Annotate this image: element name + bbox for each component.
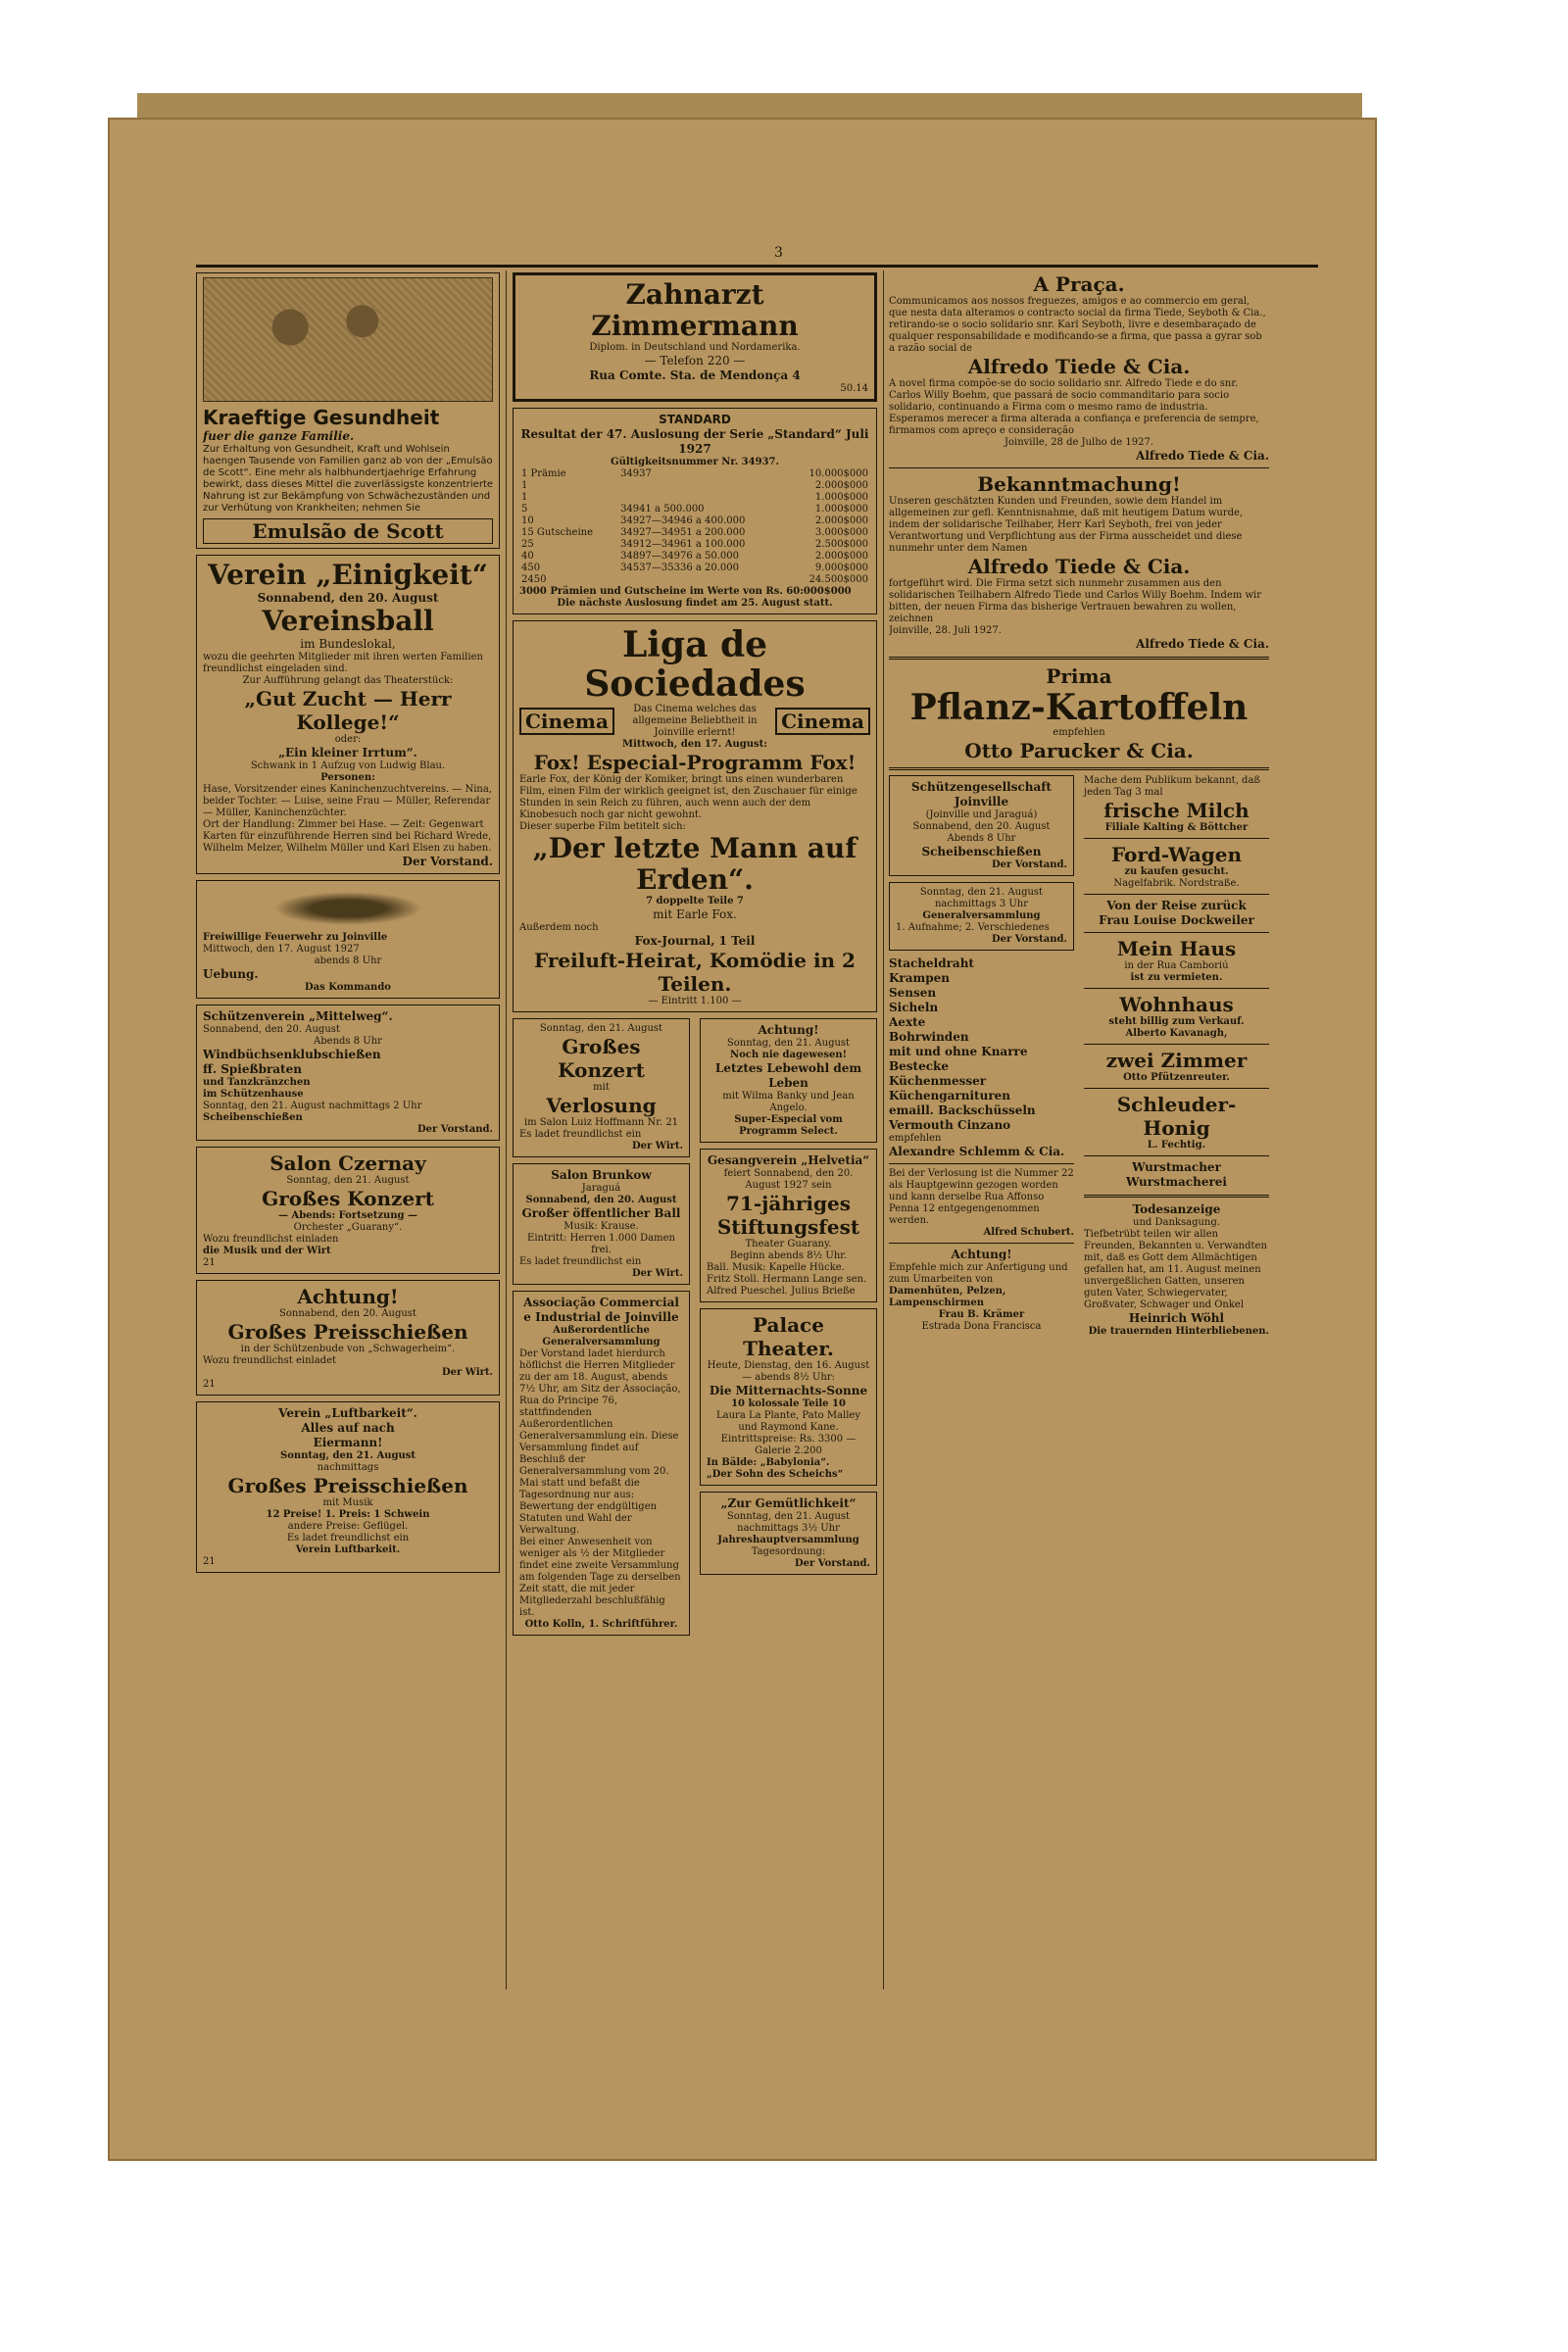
family-illustration	[203, 277, 493, 402]
page-number: 3	[774, 245, 783, 261]
konzert-date: Sonntag, den 21. August	[539, 1023, 663, 1034]
hardware-item: Bohrwinden	[889, 1030, 969, 1044]
konzert-mit: mit	[593, 1082, 610, 1093]
zahnarzt-sub: Diplom. in Deutschland und Nordamerika.	[589, 342, 801, 353]
sg-sub: (Joinville und Jaraguá)	[925, 809, 1038, 820]
lottery-cell: 34927—34951 a 200.000	[620, 527, 746, 538]
kart-title: Pflanz-Kartoffeln	[909, 687, 1249, 728]
brunkow-event: Großer öffentlicher Ball	[521, 1206, 681, 1220]
liga-tag-left: Cinema	[519, 708, 614, 735]
ad-achtung-sunday	[700, 1018, 877, 1143]
lottery-cell: 34537—35336 a 20.000	[620, 563, 739, 573]
kart-pre: Prima	[1046, 664, 1112, 688]
palace-title: Palace Theater.	[743, 1313, 834, 1360]
lottery-cell: 1.000$000	[814, 504, 868, 514]
assoc-title: Associação Commercial e Industrial de Joinville	[523, 1296, 679, 1324]
verein-oder: oder:	[334, 734, 362, 745]
gem-time: nachmittags 3½ Uhr	[737, 1523, 840, 1534]
lottery-cell: 24.500$000	[808, 574, 868, 585]
gem-title: „Zur Gemütlichkeit“	[720, 1496, 857, 1510]
achtung-invite: Wozu freundlichst einladet	[203, 1355, 337, 1366]
column-1	[196, 272, 500, 1989]
lottery-row	[519, 551, 870, 563]
schuetzen-time: Abends 8 Uhr	[314, 1036, 382, 1047]
milch-body: Mache dem Publikum bekannt, daß jeden Tag 3 mal	[1084, 775, 1261, 798]
verein-karten: Karten für einzuführende Herren sind bei Richard Wrede, Wilhelm Melzer, Wilhelm Müller und Karl Elsen zu haben.	[203, 831, 492, 854]
column-3	[889, 272, 1269, 1989]
konzert-invite: Es ladet freundlichst ein	[519, 1129, 642, 1140]
verein-place: im Bundeslokal,	[300, 637, 396, 651]
schuetzen-event: Windbüchsenklubschießen	[203, 1048, 381, 1061]
zimmer-name: Otto Pfützenreuter.	[1123, 1072, 1230, 1083]
gv-date: Sonntag, den 21. August	[919, 887, 1044, 898]
ad-gemuetlichkeit	[700, 1492, 877, 1575]
bekannt-firm: Alfredo Tiede & Cia.	[967, 555, 1191, 578]
gem-event: Jahreshauptversammlung	[717, 1535, 859, 1545]
luft-prizes2: andere Preise: Geflügel.	[287, 1521, 409, 1532]
ad-scott	[196, 272, 500, 549]
sg-sign: Der Vorstand.	[991, 859, 1067, 870]
ad-schuetzengesellschaft	[889, 775, 1074, 876]
scott-body: Zur Erhaltung von Gesundheit, Kraft und Wohlsein haengen Tausende von Familien ganz ab von der „Emulsão de Scott“. Eine mehr als halbhundertjaehrige Erfahrung bewirkt, dass dieses Mittel die zuverlässigste konzentrierte Nahrung ist zur Bekämpfung von Schwächezuständen und zur Verhütung von Krankheiten; nehmen Sie	[203, 444, 494, 514]
czernay-num: 21	[203, 1257, 216, 1268]
zahnarzt-title: Zahnarzt Zimmermann	[591, 278, 799, 342]
ad-liga	[513, 620, 877, 1012]
kart-sign: Otto Parucker & Cia.	[964, 739, 1194, 762]
ad-preisschiessen	[196, 1280, 500, 1396]
scott-subheading: fuer die ganze Familie.	[203, 429, 355, 443]
praca-sign: Alfredo Tiede & Cia.	[1136, 449, 1269, 463]
achtung3-addr: Estrada Dona Francisca	[921, 1321, 1042, 1332]
verein-sign: Der Vorstand.	[402, 855, 493, 868]
zahnarzt-addr: Rua Comte. Sta. de Mendonça 4	[589, 368, 801, 382]
notice-praca	[889, 272, 1269, 464]
palace-film: Die Mitternachts-Sonne	[709, 1384, 868, 1397]
assoc-note: Bei einer Anwesenheit von weniger als ½ der Mitglieder findet eine zweite Versammlung am folgenden Tage zu derselben Zeit statt, die mit jeder Mitgliederzahl beschlußfähig ist.	[519, 1537, 681, 1618]
hardware-item: Vermouth Cinzano	[889, 1118, 1011, 1132]
bekannt-body: Unseren geschätzten Kunden und Freunden, sowie dem Handel im allgemeinen zur gefl. Kenntnisnahme, daß mit heutigem Datum wurde, indem der solidarische Teilhaber, Herr Karl Seyboth, frei von jeder Verantwortung und Verpflichtung aus der Firma ausscheidet und diese nunmehr unter dem Namen	[889, 496, 1244, 554]
hardware-item: mit und ohne Knarre	[889, 1045, 1028, 1058]
ad-brunkow	[513, 1163, 690, 1285]
brunkow-sub: Jaraguá	[581, 1183, 621, 1194]
bekannt-sign: Alfredo Tiede & Cia.	[1136, 637, 1269, 651]
lottery-row	[519, 515, 870, 527]
gem-date: Sonntag, den 21. August	[726, 1511, 851, 1522]
ad-lottery	[513, 408, 877, 614]
hardware-item: Bestecke	[889, 1059, 949, 1073]
luft-num: 21	[203, 1556, 216, 1567]
feuerwehr-time: abends 8 Uhr	[314, 956, 382, 966]
lottery-cell: 34897—34976 a 50.000	[620, 551, 739, 562]
lottery-cell: 10.000$000	[808, 468, 868, 479]
palace-soon2: „Der Sohn des Scheichs“	[707, 1469, 844, 1480]
ford-title: Ford-Wagen	[1110, 843, 1243, 866]
palace-parts: 10 kolossale Teile 10	[731, 1398, 846, 1409]
brunkow-sign: Der Wirt.	[631, 1268, 683, 1279]
praca-firm: Alfredo Tiede & Cia.	[967, 355, 1191, 378]
hardware-item: Stacheldraht	[889, 956, 974, 970]
achtung-place: in der Schützenbude von „Schwagerheim“.	[240, 1344, 456, 1354]
ford-addr: Nagelfabrik. Nordstraße.	[1113, 878, 1240, 889]
liga-title: Liga de Sociedades	[584, 624, 806, 705]
praca-body2: A novel firma compõe-se do socio solidario snr. Alfredo Tiede e do snr. Carlos Willy Boehm, que passará de socio commanditario para socio solidario, continuando a Firma com o mesmo ramo de industria.	[889, 378, 1239, 413]
zimmer-title: zwei Zimmer	[1105, 1049, 1248, 1072]
verein-invite: wozu die geehrten Mitglieder mit ihren werten Familien freundlichst eingeladen sind.	[203, 652, 483, 674]
brunkow-music: Musik: Krause.	[564, 1221, 639, 1232]
lottery-next: Die nächste Auslosung findet am 25. August statt.	[557, 598, 833, 609]
luft-invite: Es ladet freundlichst ein	[286, 1533, 410, 1544]
column-rule	[883, 270, 884, 1989]
verlosung-text: Bei der Verlosung ist die Nummer 22 als Hauptgewinn gezogen worden und kann derselbe Rua Affonso Penna 12 entgegengenommen werden.	[889, 1168, 1074, 1226]
ad-stacheldraht	[889, 956, 1074, 1133]
praca-body3: Esperamos merecer a firma alterada a confiança e preferencia de sempre, firmamos com apreço e consideração	[889, 414, 1259, 436]
verein-play2: „Ein kleiner Irrtum“.	[278, 746, 417, 760]
todes-name: Heinrich Wöhl	[1128, 1311, 1225, 1325]
luft-time: nachmittags	[317, 1462, 379, 1473]
ad-palace	[700, 1308, 877, 1486]
ford-sub: zu kaufen gesucht.	[1124, 866, 1229, 877]
palace-date: Heute, Dienstag, den 16. August — abends 8½ Uhr:	[707, 1360, 870, 1383]
lottery-cell: 34927—34946 a 400.000	[620, 515, 746, 526]
schuetzen-sunday: Sonntag, den 21. August nachmittags 2 Uhr	[203, 1101, 422, 1111]
liga-mit: mit Earle Fox.	[653, 907, 737, 921]
wohnhaus-sub: steht billig zum Verkauf.	[1108, 1016, 1245, 1027]
liga-date: Mittwoch, den 17. August:	[622, 739, 767, 750]
wohnhaus-title: Wohnhaus	[1119, 993, 1234, 1016]
verein-cast: Hase, Vorsitzender eines Kaninchenzuchtvereins. — Nina, beider Tochter. — Luise, seine Frau — Müller, Referendar — Müller, Kaninchenzüchter.	[203, 784, 493, 818]
helvetia-title: Gesangverein „Helvetia“	[707, 1153, 870, 1167]
bekannt-body2: fortgeführt wird. Die Firma setzt sich nunmehr zusammen aus den solidarischen Teilhabern Alfredo Tiede und Carlos Willy Boehm. Indem wir bitten, der neuen Firma das bisherige Vertrauen bewahren zu wollen, zeichnen	[889, 578, 1262, 624]
konzert-place: im Salon Luiz Hoffmann Nr. 21	[523, 1117, 679, 1128]
bekannt-place: Joinville, 28. Juli 1927.	[889, 625, 1002, 636]
lottery-total: 3000 Prämien und Gutscheine im Werte von Rs. 60:000$000	[519, 586, 852, 597]
praca-body: Communicamos aos nossos freguezes, amigos e ao commercio em geral, que nesta data alteramos o contracto social da firma Tiede, Seyboth & Cia., retirando-se o socio solidario snr. Karl Seyboth, livre e desembaraçado de qualquer responsabilidade e modificando-se a firma, que passa a gyrar sob a razão social de	[889, 296, 1266, 354]
achtung-date: Sonnabend, den 20. August	[279, 1308, 416, 1319]
lottery-brand: STANDARD	[659, 413, 731, 426]
reise-name: Frau Louise Dockweiler	[1099, 913, 1254, 927]
helvetia-ball: Ball. Musik: Kapelle Hücke.	[707, 1262, 845, 1273]
lottery-row	[519, 492, 870, 504]
liga-body: Earle Fox, der König der Komiker, bringt uns einen wunderbaren Film, einen Film der wirklich geeignet ist, den Zuschauer für einige Stunden in sein Reich zu führen, auch wenn auch der dem Kinobesuch noch gar nicht gewohnt.	[519, 774, 858, 820]
lottery-cell: 1	[521, 480, 528, 491]
lottery-cell: 1 Prämie	[521, 468, 566, 479]
column-2	[513, 272, 877, 1989]
ad-associacao	[513, 1291, 690, 1636]
hardware-item: Sicheln	[889, 1001, 939, 1014]
milch-place: Filiale Kalting & Böttcher	[1104, 822, 1249, 833]
verein-personen: Personen:	[320, 772, 375, 783]
liga-headline: Fox! Especial-Programm Fox!	[533, 751, 857, 774]
verein-perf: Zur Aufführung gelangt das Theaterstück:	[242, 675, 454, 686]
czernay-band: Orchester „Guarany“.	[293, 1222, 403, 1233]
haus-body2: ist zu vermieten.	[1130, 972, 1223, 983]
lottery-cell: 9.000$000	[814, 563, 868, 573]
hardware-item: Sensen	[889, 986, 937, 1000]
assoc-body: Der Vorstand ladet hierdurch höflichst die Herren Mitglieder zu der am 18. August, abends 7½ Uhr, am Sitz der Associação, Rua do Principe 76, stattfindenden Außerordentlichen Generalversammlung ein. Diese Versammlung findet auf Beschluß der Generalversammlung vom 20. Mai statt und befaßt die Tagesordnung nur aus: Bewertung der endgültigen Statuten und Wahl der Verwaltung.	[519, 1348, 681, 1536]
luft-prizes: 12 Preise! 1. Preis: 1 Schwein	[266, 1509, 430, 1520]
lottery-cell	[618, 574, 787, 586]
gem-agenda: Tagesordnung:	[751, 1546, 826, 1557]
lottery-cell: 15 Gutscheine	[521, 527, 593, 538]
liga-comedy: Freiluft-Heirat, Komödie in 2 Teilen.	[534, 949, 856, 996]
verein-title: Verein „Einigkeit“	[208, 559, 488, 591]
schuetzen-sign: Der Vorstand.	[416, 1124, 493, 1135]
gem-sign: Der Vorstand.	[794, 1558, 870, 1569]
todes-title: Todesanzeige	[1132, 1202, 1221, 1216]
stachel-sign: Alexandre Schlemm & Cia.	[889, 1145, 1065, 1158]
achtung3-sign: Frau B. Krämer	[938, 1309, 1025, 1320]
feuerwehr-emblem	[261, 889, 435, 928]
kart-sub: empfehlen	[1053, 727, 1105, 738]
assoc-sign: Otto Kolln, 1. Schriftführer.	[524, 1619, 678, 1630]
newspaper-page	[172, 245, 1343, 1989]
luft-title: Verein „Luftbarkeit“.	[278, 1406, 417, 1420]
sg-time: Abends 8 Uhr	[947, 833, 1016, 844]
lebewohl-title: Letztes Lebewohl dem Leben	[714, 1061, 862, 1090]
wohnhaus-name: Alberto Kavanagh,	[1125, 1028, 1228, 1039]
luft-sign: Verein Luftbarkeit.	[295, 1544, 401, 1555]
top-rule	[196, 265, 1318, 268]
brunkow-invite: Es ladet freundlichst ein	[519, 1256, 642, 1267]
verein-play1: „Gut Zucht — Herr Kollege!“	[244, 687, 452, 734]
lottery-cell: 2450	[521, 574, 547, 585]
lottery-cell: 1	[521, 492, 528, 503]
helvetia-time: Beginn abends 8½ Uhr.	[729, 1250, 848, 1261]
ad-helvetia	[700, 1149, 877, 1302]
gv-sign: Der Vorstand.	[991, 934, 1067, 945]
lottery-cell: 34937	[620, 468, 652, 479]
hardware-item: Küchengarnituren	[889, 1089, 1011, 1102]
brunkow-entry: Eintritt: Herren 1.000 Damen frei.	[527, 1233, 675, 1255]
palace-stars: Laura La Plante, Pato Malley und Raymond Kane.	[716, 1410, 860, 1433]
achtung-event: Großes Preisschießen	[227, 1320, 468, 1344]
luft-extra: mit Musik	[322, 1497, 373, 1508]
lottery-title: Resultat der 47. Auslosung der Serie „Standard“ Juli 1927	[520, 427, 869, 456]
zahnarzt-code: 50.14	[840, 383, 868, 394]
czernay-date: Sonntag, den 21. August	[286, 1175, 410, 1186]
liga-tag-right: Cinema	[775, 708, 870, 735]
ad-konzert-verlosung	[513, 1018, 690, 1157]
lottery-row	[519, 480, 870, 492]
lottery-cell: 34941 a 500.000	[620, 504, 705, 514]
wurst-title: Wurstmacher	[1132, 1160, 1221, 1174]
feuerwehr-date: Mittwoch, den 17. August 1927	[203, 944, 360, 955]
helvetia-event: 71-jähriges Stiftungsfest	[716, 1192, 860, 1239]
honig-title: Schleuder-Honig	[1116, 1093, 1237, 1140]
liga-middle: Das Cinema welches das allgemeine Beliebtheit in Joinville erlernt!	[632, 704, 758, 738]
lottery-cell: 3.000$000	[814, 527, 868, 538]
luft-date: Sonntag, den 21. August	[279, 1450, 416, 1461]
achtung3-title: Achtung!	[951, 1248, 1012, 1261]
sg-title: Schützengesellschaft Joinville	[911, 780, 1052, 808]
feuerwehr-sign: Das Kommando	[305, 982, 391, 993]
scott-brand: Emulsão de Scott	[203, 518, 493, 544]
helvetia-place: Theater Guarany.	[745, 1239, 832, 1250]
lottery-cell: 5	[521, 504, 528, 514]
lottery-cell: 2.000$000	[814, 551, 868, 562]
praca-place: Joinville, 28 de Julho de 1927.	[1004, 437, 1153, 448]
helvetia-sign: Fritz Stoll. Hermann Lange sen. Alfred Pueschel. Julius Brieße	[707, 1274, 867, 1297]
lottery-cell	[618, 480, 787, 492]
gv-event: Generalversammlung	[922, 910, 1041, 921]
liga-film: „Der letzte Mann auf Erden“.	[532, 832, 858, 896]
ad-zahnarzt	[513, 272, 877, 402]
hardware-item: Aexte	[889, 1015, 926, 1029]
lottery-cell: 34912—34961 a 100.000	[620, 539, 746, 550]
sunday-note: Noch nie dagewesen!	[729, 1050, 847, 1060]
sg-event: Scheibenschießen	[921, 845, 1042, 858]
verein-play2-sub: Schwank in 1 Aufzug von Ludwig Blau.	[250, 760, 446, 771]
achtung-sign: Der Wirt.	[441, 1367, 493, 1378]
sunday-show: Sonntag, den 21. August	[726, 1038, 851, 1049]
achtung-title: Achtung!	[297, 1285, 399, 1308]
brunkow-title: Salon Brunkow	[551, 1168, 652, 1182]
liga-ausserdem: Außerdem noch	[519, 922, 599, 933]
feuerwehr-title: Freiwillige Feuerwehr zu Joinville	[203, 932, 388, 943]
liga-note: Dieser superbe Film betitelt sich:	[519, 821, 686, 832]
scott-heading: Kraeftige Gesundheit	[203, 406, 440, 429]
ad-kartoffeln	[889, 664, 1269, 762]
achtung3-items: Damenhüten, Pelzen, Lampenschirmen	[889, 1286, 1006, 1308]
lottery-sub: Gültigkeitsnummer Nr. 34937.	[611, 457, 779, 467]
brunkow-date: Sonnabend, den 20. August	[525, 1195, 677, 1205]
assoc-event: Außerordentliche Generalversammlung	[542, 1325, 661, 1348]
lottery-cell	[618, 492, 787, 504]
czernay-sign: die Musik und der Wirt	[203, 1246, 331, 1256]
praca-title: A Praça.	[1033, 272, 1125, 296]
liga-journal: Fox-Journal, 1 Teil	[634, 934, 756, 948]
ad-salon-czernay	[196, 1147, 500, 1274]
schuetzen-event2: Scheibenschießen	[203, 1112, 303, 1123]
stachel-pre: empfehlen	[889, 1133, 942, 1144]
haus-title: Mein Haus	[1116, 937, 1237, 960]
achtung-num: 21	[203, 1379, 216, 1390]
liga-parts: 7 doppelte Teile 7	[646, 896, 744, 906]
lottery-row	[519, 563, 870, 574]
bekannt-title: Bekanntmachung!	[977, 472, 1181, 496]
ad-feuerwehr	[196, 880, 500, 999]
lottery-row	[519, 574, 870, 586]
lottery-cell: 2.500$000	[814, 539, 868, 550]
verein-ort: Ort der Handlung: Zimmer bei Hase. — Zeit: Gegenwart	[203, 819, 484, 830]
ad-luftbarkeit	[196, 1401, 500, 1573]
lottery-row	[519, 539, 870, 551]
haus-body: in der Rua Camboriú	[1124, 960, 1229, 971]
schuetzen-date: Sonnabend, den 20. August	[203, 1024, 340, 1035]
liga-entry: — Eintritt 1.100 —	[648, 996, 742, 1006]
lottery-row	[519, 468, 870, 480]
czernay-sub: — Abends: Fortsetzung —	[277, 1210, 418, 1221]
czernay-title: Salon Czernay	[270, 1152, 426, 1175]
palace-soon: In Bälde: „Babylonia“.	[707, 1457, 830, 1468]
palace-prices: Eintrittspreise: Rs. 3300 — Galerie 2.200	[720, 1434, 857, 1456]
lottery-row	[519, 527, 870, 539]
lottery-cell: 1.000$000	[814, 492, 868, 503]
lottery-cell: 10	[521, 515, 534, 526]
lottery-cell: 2.000$000	[814, 480, 868, 491]
schuetzen-place: im Schützenhause	[203, 1089, 304, 1100]
verein-date: Sonnabend, den 20. August	[257, 591, 439, 605]
luft-event: Großes Preisschießen	[227, 1474, 468, 1497]
ad-schuetzen-mittelweg	[196, 1004, 500, 1141]
todes-sub: und Danksagung.	[1133, 1217, 1220, 1228]
gv-time: nachmittags 3 Uhr	[934, 899, 1029, 909]
honig-name: L. Fechtig.	[1147, 1140, 1206, 1151]
helvetia-date: feiert Sonnabend, den 20. August 1927 sein	[723, 1168, 854, 1191]
notice-bekanntmachung	[889, 472, 1269, 652]
konzert-sign: Der Wirt.	[631, 1141, 683, 1152]
hardware-item: emaill. Backschüsseln	[889, 1103, 1036, 1117]
lottery-cell: 450	[521, 563, 541, 573]
verlosung-sign: Alfred Schubert.	[983, 1227, 1074, 1238]
luft-line1: Alles auf nach	[301, 1421, 395, 1435]
lottery-cell: 40	[521, 551, 534, 562]
verein-event: Vereinsball	[262, 605, 434, 637]
ad-verein-einigkeit	[196, 555, 500, 874]
lebewohl-mit: mit Wilma Banky und Jean Angelo.	[722, 1091, 855, 1113]
czernay-invite: Wozu freundlichst einladen	[203, 1234, 339, 1245]
todes-sign: Die trauernden Hinterbliebenen.	[1088, 1326, 1269, 1337]
gv-items: 1. Aufnahme; 2. Verschiedenes	[896, 922, 1050, 933]
zahnarzt-phone: — Telefon 220 —	[644, 354, 746, 368]
lottery-row	[519, 504, 870, 515]
feuerwehr-event: Uebung.	[203, 967, 259, 981]
achtung-left: Achtung!	[758, 1023, 819, 1037]
ad-generalversammlung	[889, 882, 1074, 951]
lottery-table	[519, 468, 870, 586]
konzert-title: Großes Konzert	[558, 1035, 645, 1082]
wurst-title2: Wurstmacherei	[1126, 1175, 1227, 1189]
konzert-event: Verlosung	[546, 1094, 657, 1117]
hardware-item: Krampen	[889, 971, 950, 985]
lottery-cell: 25	[521, 539, 534, 550]
schuetzen-dance: und Tanzkränzchen	[203, 1077, 311, 1088]
schuetzen-food: ff. Spießbraten	[203, 1062, 302, 1076]
lebewohl-special: Super-Especial vom Programm Select.	[734, 1114, 843, 1137]
achtung3-body: Empfehle mich zur Anfertigung und zum Umarbeiten von	[889, 1262, 1068, 1285]
luft-line2: Eiermann!	[313, 1436, 383, 1449]
czernay-event: Großes Konzert	[262, 1187, 434, 1210]
milch-title: frische Milch	[1103, 799, 1250, 822]
schuetzen-title: Schützenverein „Mittelweg“.	[203, 1009, 393, 1023]
column-rule	[506, 270, 507, 1989]
lottery-cell: 2.000$000	[814, 515, 868, 526]
sg-date: Sonnabend, den 20. August	[912, 821, 1051, 832]
reise-title: Von der Reise zurück	[1106, 899, 1247, 912]
hardware-item: Küchenmesser	[889, 1074, 987, 1088]
todes-body: Tiefbetrübt teilen wir allen Freunden, Bekannten u. Verwandten mit, daß es Gott dem Allmächtigen gefallen hat, am 11. August meinen unvergeßlichen Gatten, unseren guten Vater, Schwiegervater, Großvater, Schwager und Onkel	[1084, 1229, 1267, 1310]
